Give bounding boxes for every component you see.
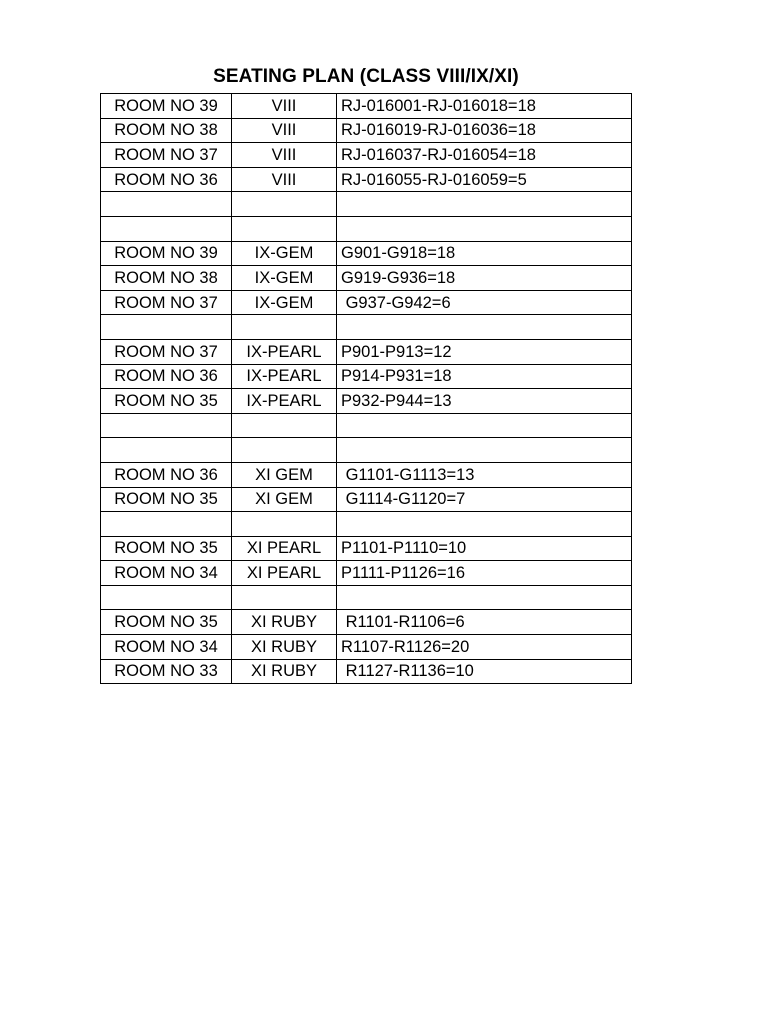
class-cell: XI PEARL bbox=[232, 561, 337, 586]
class-cell: IX-GEM bbox=[232, 241, 337, 266]
table-row bbox=[101, 389, 632, 414]
class-cell: IX-PEARL bbox=[232, 389, 337, 414]
table-row bbox=[101, 241, 632, 266]
class-cell bbox=[232, 512, 337, 537]
table-row bbox=[101, 94, 632, 119]
roll-range-cell bbox=[337, 438, 632, 463]
roll-range-cell: G937-G942=6 bbox=[337, 290, 632, 315]
class-cell: IX-GEM bbox=[232, 266, 337, 291]
class-cell: XI RUBY bbox=[232, 659, 337, 684]
room-cell bbox=[101, 216, 232, 241]
class-cell: IX-PEARL bbox=[232, 364, 337, 389]
table-row bbox=[101, 216, 632, 241]
table-row bbox=[101, 659, 632, 684]
class-cell bbox=[232, 585, 337, 610]
class-cell: XI GEM bbox=[232, 487, 337, 512]
roll-range-cell: P914-P931=18 bbox=[337, 364, 632, 389]
seating-plan-table bbox=[100, 93, 632, 684]
room-cell bbox=[101, 438, 232, 463]
class-cell bbox=[232, 413, 337, 438]
roll-range-cell: RJ-016019-RJ-016036=18 bbox=[337, 118, 632, 143]
class-cell: VIII bbox=[232, 167, 337, 192]
table-row bbox=[101, 167, 632, 192]
class-cell bbox=[232, 192, 337, 217]
table-row bbox=[101, 339, 632, 364]
room-cell: ROOM NO 33 bbox=[101, 659, 232, 684]
room-cell: ROOM NO 39 bbox=[101, 94, 232, 119]
class-cell: IX-PEARL bbox=[232, 339, 337, 364]
room-cell: ROOM NO 38 bbox=[101, 266, 232, 291]
room-cell bbox=[101, 512, 232, 537]
room-cell: ROOM NO 36 bbox=[101, 462, 232, 487]
roll-range-cell bbox=[337, 315, 632, 340]
table-row bbox=[101, 290, 632, 315]
seating-plan-body bbox=[101, 94, 632, 684]
roll-range-cell: P932-P944=13 bbox=[337, 389, 632, 414]
room-cell: ROOM NO 35 bbox=[101, 389, 232, 414]
table-row bbox=[101, 536, 632, 561]
roll-range-cell: R1107-R1126=20 bbox=[337, 635, 632, 660]
room-cell: ROOM NO 35 bbox=[101, 536, 232, 561]
table-row bbox=[101, 143, 632, 168]
room-cell: ROOM NO 39 bbox=[101, 241, 232, 266]
roll-range-cell: RJ-016037-RJ-016054=18 bbox=[337, 143, 632, 168]
room-cell: ROOM NO 37 bbox=[101, 143, 232, 168]
roll-range-cell bbox=[337, 216, 632, 241]
roll-range-cell bbox=[337, 192, 632, 217]
roll-range-cell: RJ-016055-RJ-016059=5 bbox=[337, 167, 632, 192]
class-cell: VIII bbox=[232, 118, 337, 143]
table-row bbox=[101, 585, 632, 610]
room-cell: ROOM NO 36 bbox=[101, 167, 232, 192]
roll-range-cell: P901-P913=12 bbox=[337, 339, 632, 364]
class-cell: XI RUBY bbox=[232, 635, 337, 660]
room-cell: ROOM NO 37 bbox=[101, 339, 232, 364]
room-cell: ROOM NO 38 bbox=[101, 118, 232, 143]
roll-range-cell bbox=[337, 585, 632, 610]
roll-range-cell: G1101-G1113=13 bbox=[337, 462, 632, 487]
table-row bbox=[101, 266, 632, 291]
room-cell bbox=[101, 413, 232, 438]
table-row bbox=[101, 315, 632, 340]
class-cell: VIII bbox=[232, 143, 337, 168]
page-title: SEATING PLAN (CLASS VIII/IX/XI) bbox=[213, 66, 519, 87]
table-row bbox=[101, 561, 632, 586]
table-row bbox=[101, 118, 632, 143]
class-cell: IX-GEM bbox=[232, 290, 337, 315]
roll-range-cell bbox=[337, 512, 632, 537]
roll-range-cell: G1114-G1120=7 bbox=[337, 487, 632, 512]
table-row bbox=[101, 364, 632, 389]
table-row bbox=[101, 462, 632, 487]
room-cell: ROOM NO 34 bbox=[101, 635, 232, 660]
table-row bbox=[101, 635, 632, 660]
room-cell: ROOM NO 35 bbox=[101, 610, 232, 635]
roll-range-cell: RJ-016001-RJ-016018=18 bbox=[337, 94, 632, 119]
class-cell: XI GEM bbox=[232, 462, 337, 487]
room-cell: ROOM NO 35 bbox=[101, 487, 232, 512]
room-cell: ROOM NO 36 bbox=[101, 364, 232, 389]
roll-range-cell bbox=[337, 413, 632, 438]
room-cell bbox=[101, 192, 232, 217]
room-cell bbox=[101, 585, 232, 610]
class-cell bbox=[232, 315, 337, 340]
table-row bbox=[101, 487, 632, 512]
table-row bbox=[101, 413, 632, 438]
table-row bbox=[101, 610, 632, 635]
roll-range-cell: P1101-P1110=10 bbox=[337, 536, 632, 561]
roll-range-cell: G919-G936=18 bbox=[337, 266, 632, 291]
roll-range-cell: R1127-R1136=10 bbox=[337, 659, 632, 684]
class-cell bbox=[232, 438, 337, 463]
table-row bbox=[101, 512, 632, 537]
room-cell: ROOM NO 34 bbox=[101, 561, 232, 586]
room-cell: ROOM NO 37 bbox=[101, 290, 232, 315]
roll-range-cell: R1101-R1106=6 bbox=[337, 610, 632, 635]
roll-range-cell: G901-G918=18 bbox=[337, 241, 632, 266]
table-row bbox=[101, 192, 632, 217]
class-cell: XI RUBY bbox=[232, 610, 337, 635]
roll-range-cell: P1111-P1126=16 bbox=[337, 561, 632, 586]
class-cell: VIII bbox=[232, 94, 337, 119]
room-cell bbox=[101, 315, 232, 340]
class-cell bbox=[232, 216, 337, 241]
table-row bbox=[101, 438, 632, 463]
class-cell: XI PEARL bbox=[232, 536, 337, 561]
